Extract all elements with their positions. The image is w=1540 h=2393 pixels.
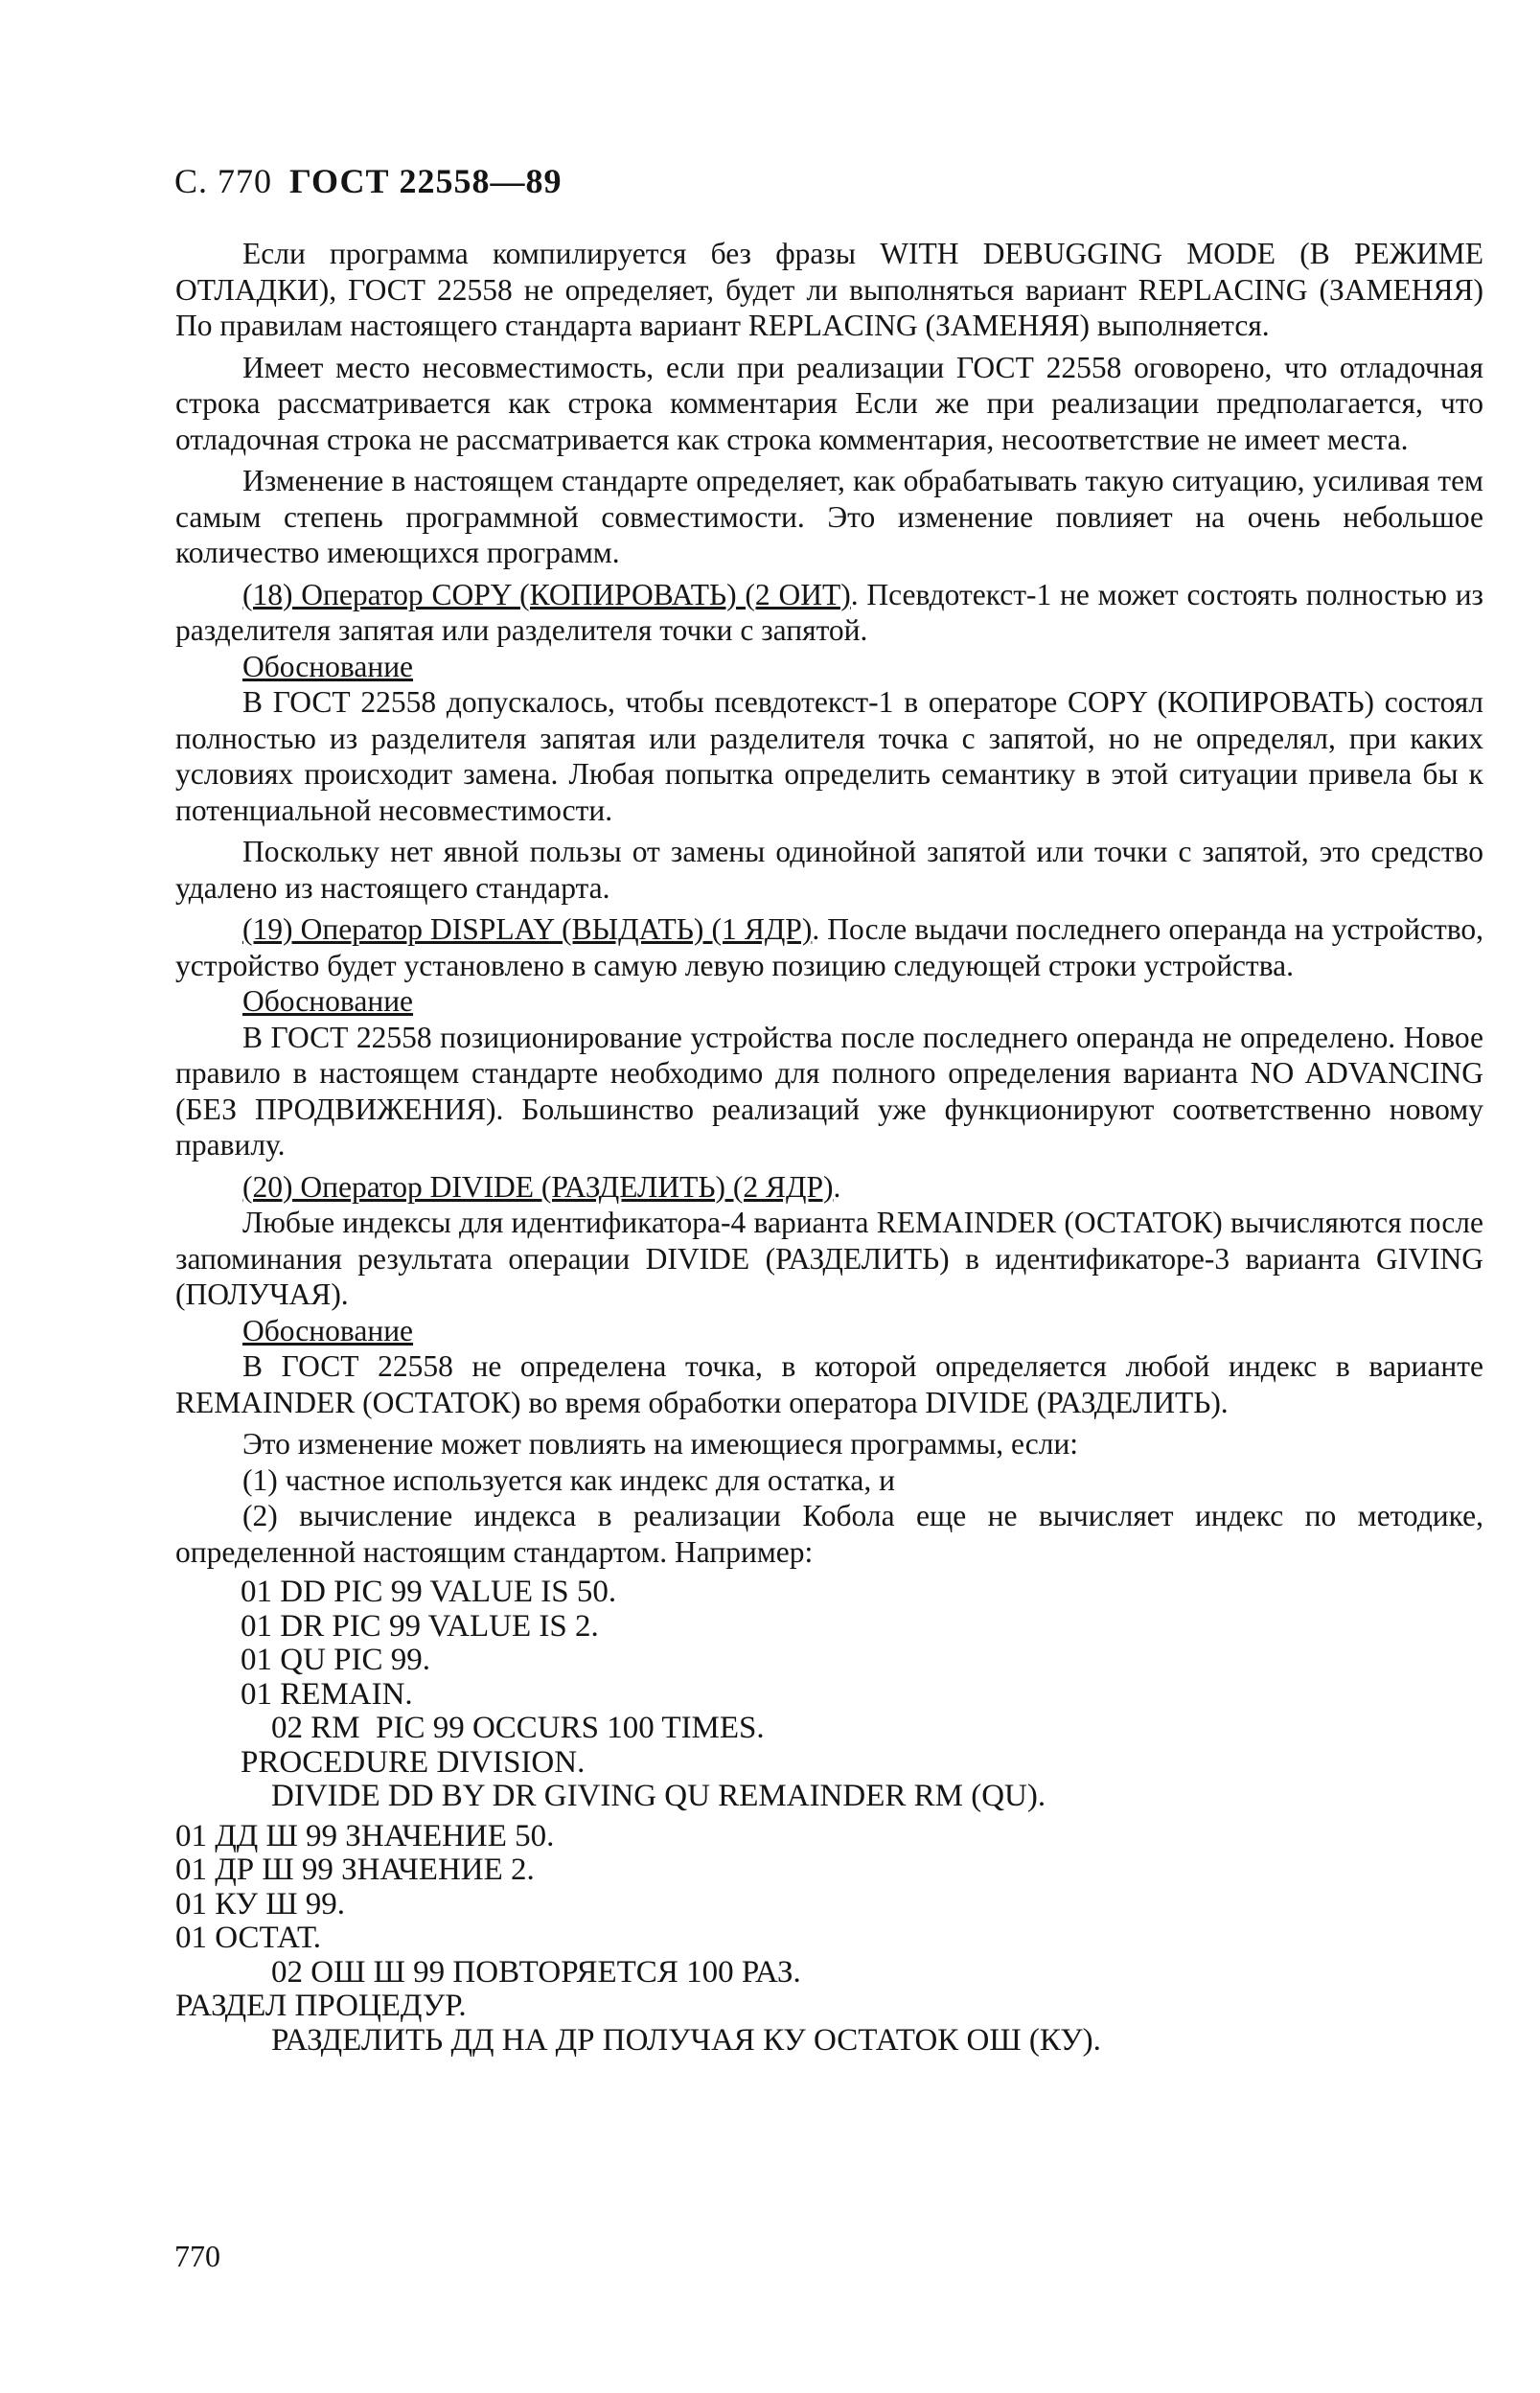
code-line: 01 DD PIC 99 VALUE IS 50. (241, 1575, 617, 1609)
paragraph-copy-statement (175, 577, 1483, 649)
code-example-english (175, 1576, 1483, 1814)
code-line: 01 DR PIC 99 VALUE IS 2. (241, 1608, 599, 1644)
code-line: РАЗДЕЛИТЬ ДД НА ДР ПОЛУЧАЯ КУ ОСТАТОК ОШ (КУ). (271, 2022, 1101, 2058)
code-line: DIVIDE DD BY DR GIVING QU REMAINDER RM (QU). (271, 1779, 1046, 1813)
code-line: PROCEDURE DIVISION. (241, 1744, 586, 1780)
paragraph-copy-removed: Поскольку нет явной пользы от замены одинойной запятой или точки с запятой, это средство удалено из настоящего стандарта. (175, 835, 1483, 905)
display-statement-text: . После выдачи последнего операнда на устройство, устройство будет установлено в самую левую позицию следующей строки устройства. (175, 912, 1483, 982)
page-label: С. 770 (174, 162, 273, 200)
code-example-russian (175, 1820, 1483, 2059)
rationale-label: Обоснование (242, 1313, 414, 1347)
code-line: 01 REMAIN. (241, 1676, 413, 1712)
copy-statement-text: . Псевдотекст-1 не может состоять полностью из разделителя запятая или разделителя точки с запятой. (175, 577, 1483, 647)
paragraph-debugging-mode: Если программа компилируется без фразы WITH DEBUGGING MODE (В РЕЖИМЕ ОТЛАДКИ), ГОСТ 22558 не определяет, будет ли выполняться вариант REPLACING (ЗАМЕНЯЯ) По правилам настоящего стандарта вариант REPLACING (ЗАМЕНЯЯ) выполняется. (175, 237, 1483, 342)
paragraph-divide-statement (175, 1169, 1483, 1206)
list-item-quotient: (1) частное используется как индекс для остатка, и (242, 1462, 895, 1497)
code-line: 01 ДД Ш 99 ЗНАЧЕНИЕ 50. (175, 1818, 555, 1853)
code-line: 01 КУ Ш 99. (175, 1886, 346, 1921)
paragraph-affect-programs: Это изменение может повлиять на имеющиеся программы, если: (242, 1427, 1079, 1461)
code-line: РАЗДЕЛ ПРОЦЕДУР. (175, 1989, 467, 2023)
code-line: 01 ОСТАТ. (175, 1921, 322, 1955)
paragraph-copy-rationale: В ГОСТ 22558 допускалось, чтобы псевдотекст-1 в операторе COPY (КОПИРОВАТЬ) состоял полностью из разделителя запятая или разделителя точка с запятой, но не определял, при каких условиях происходит замена. Любая попытка определить семантику в этой ситуации привела бы к потенциальной несовместимости. (175, 685, 1483, 827)
rationale-label: Обоснование (242, 649, 414, 683)
standard-number: ГОСТ 22558—89 (289, 162, 563, 200)
paragraph-display-statement (175, 911, 1483, 983)
paragraph-display-rationale: В ГОСТ 22558 позиционирование устройства после последнего операнда не определено. Новое правило в настоящем стандарте необходимо для полного определения варианта NO ADVANCING (БЕЗ ПРОДВИЖЕНИЯ). Большинство реализаций уже функционируют соответственно новому правилу. (175, 1020, 1483, 1162)
section-heading-copy: (18) Оператор COPY (КОПИРОВАТЬ) (2 ОИТ) (242, 577, 851, 611)
paragraph-change-effect: Изменение в настоящем стандарте определяет, как обрабатывать такую ситуацию, усиливая тем самым степень программной совместимости. Это изменение повлияет на очень небольшое количество имеющихся программ. (175, 464, 1483, 569)
divide-heading-end: . (833, 1169, 841, 1204)
list-item-index-calc: (2) вычисление индекса в реализации Кобола еще не вычисляет индекс по методике, определенной настоящим стандартом. Например: (175, 1499, 1483, 1569)
paragraph-incompatibility: Имеет место несовместимость, если при реализации ГОСТ 22558 оговорено, что отладочная строка рассматривается как строка комментария Если же при реализации предполагается, что отладочная строка не рассматривается как строка комментария, несоответствие не имеет места. (175, 350, 1483, 456)
code-line: 01 ДР Ш 99 ЗНАЧЕНИЕ 2. (175, 1852, 535, 1887)
code-line: 02 ОШ Ш 99 ПОВТОРЯЕТСЯ 100 РАЗ. (271, 1954, 801, 1990)
code-line: 02 RM PIC 99 OCCURS 100 TIMES. (271, 1711, 765, 1745)
document-body (175, 236, 1483, 2058)
paragraph-divide-indexes: Любые индексы для идентификатора-4 варианта REMAINDER (ОСТАТОК) вычисляются после запоминания результата операции DIVIDE (РАЗДЕЛИТЬ) в идентификаторе-3 варианта GIVING (ПОЛУЧАЯ). (175, 1206, 1483, 1311)
paragraph-divide-rationale: В ГОСТ 22558 не определена точка, в которой определяется любой индекс в варианте REMAINDER (ОСТАТОК) во время обработки оператора DIVIDE (РАЗДЕЛИТЬ). (175, 1349, 1483, 1419)
section-heading-divide: (20) Оператор DIVIDE (РАЗДЕЛИТЬ) (2 ЯДР) (242, 1169, 834, 1204)
section-heading-display: (19) Оператор DISPLAY (ВЫДАТЬ) (1 ЯДР) (242, 912, 813, 946)
code-line: 01 QU PIC 99. (241, 1643, 431, 1677)
running-header (174, 161, 562, 201)
rationale-label: Обоснование (242, 984, 414, 1018)
page-number: 770 (174, 2239, 220, 2273)
